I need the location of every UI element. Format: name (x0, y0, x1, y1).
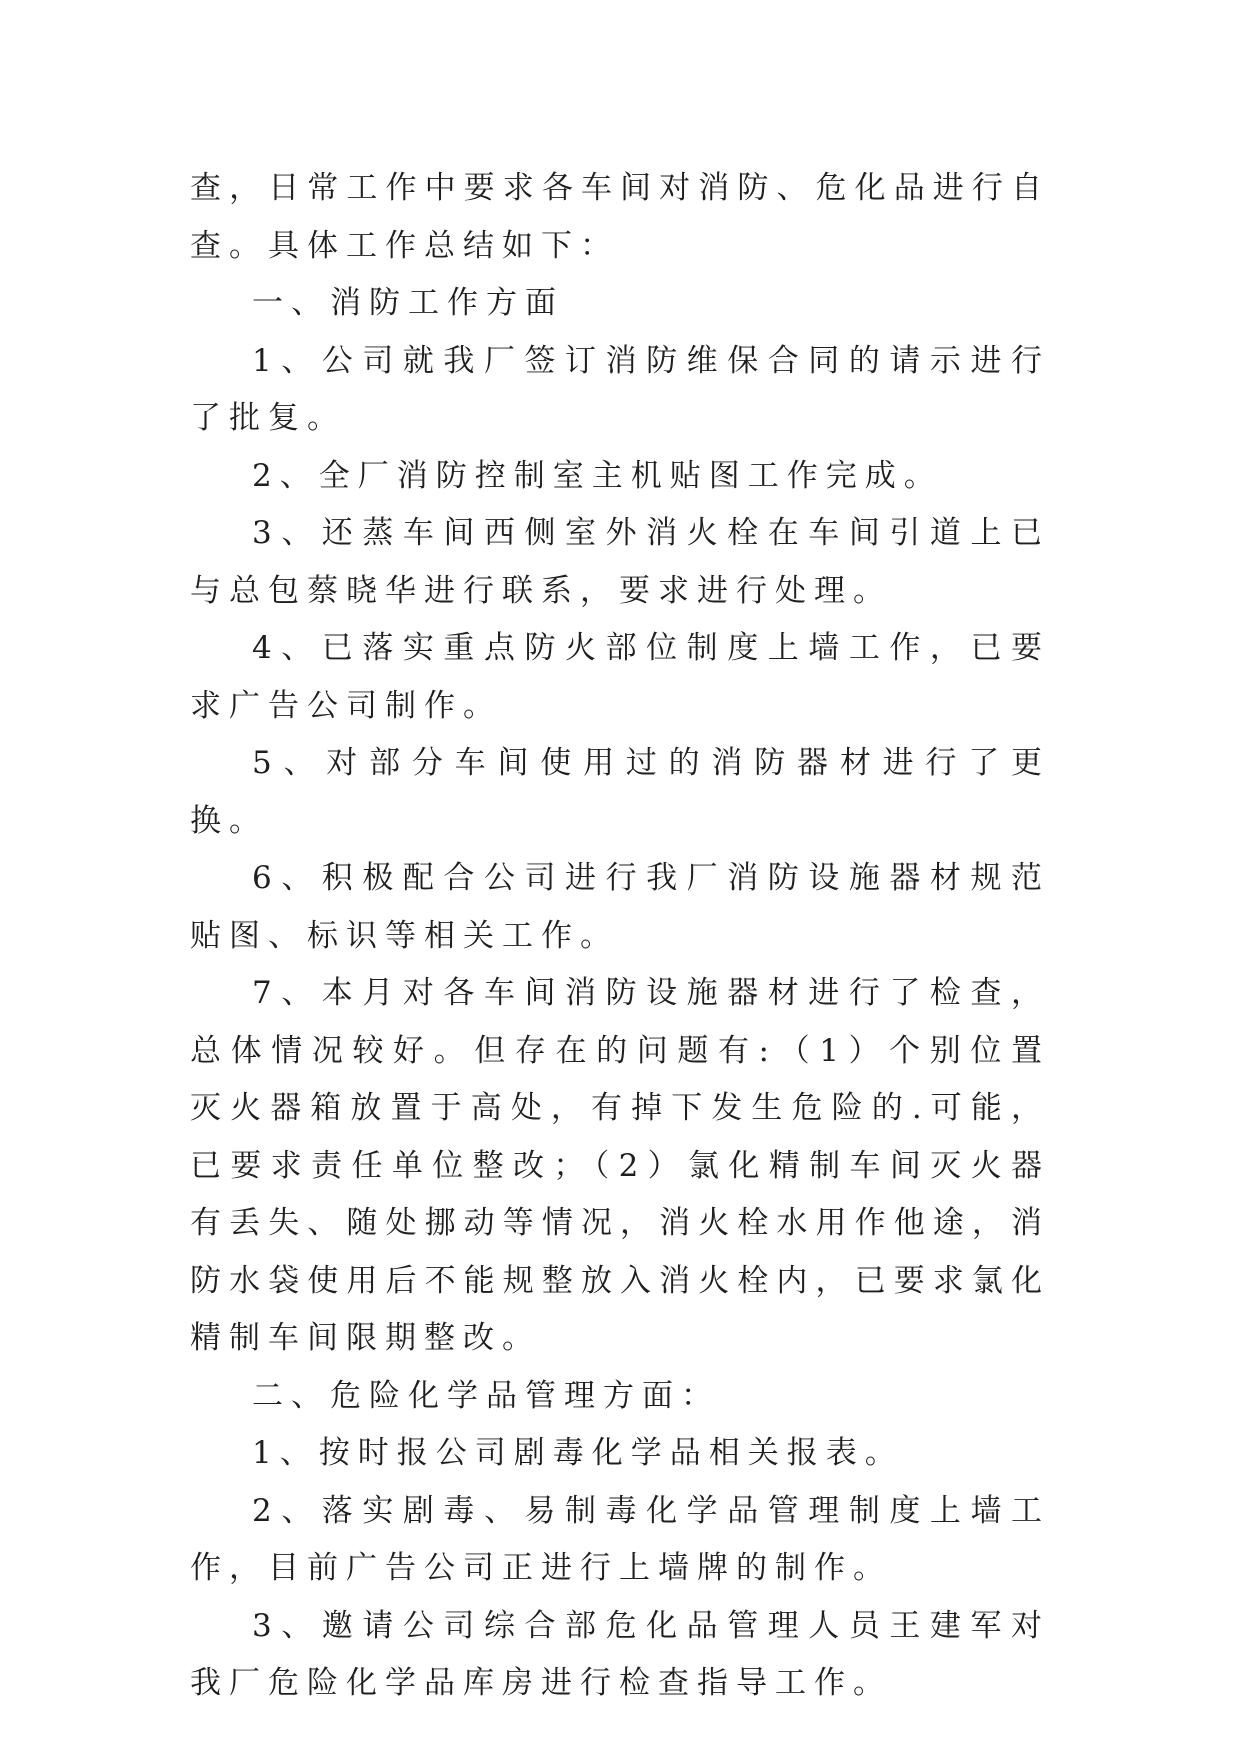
document-body (190, 160, 1050, 1713)
paragraph-continuation: 查，日常工作中要求各车间对消防、危化品进行自查。具体工作总结如下： (190, 170, 1050, 264)
list-item-fire-2: 2、全厂消防控制室主机贴图工作完成。 (252, 457, 943, 494)
list-item-chem-1: 1、按时报公司剧毒化学品相关报表。 (252, 1435, 904, 1471)
list-item-fire-6: 6、积极配合公司进行我厂消防设施器材规范贴图、标识等相关工作。 (190, 860, 1050, 954)
list-item-fire-7: 7、本月对各车间消防设施器材进行了检查，总体情况较好。但存在的问题有:（1）个别位置灭火器箱放置于高处，有掉下发生危险的.可能，已要求责任单位整改；（2）氯化精制车间灭火器有丢失、随处挪动等情况，消火栓水用作他途，消防水袋使用后不能规整放入消火栓内，已要求氯化精制车间限期整改。 (190, 975, 1050, 1356)
section-heading-fire-safety: 一、消防工作方面 (252, 285, 564, 321)
list-item-fire-4: 4、已落实重点防火部位制度上墙工作，已要求广告公司制作。 (190, 630, 1050, 724)
section-heading-hazardous-chemicals: 二、危险化学品管理方面： (252, 1377, 720, 1414)
list-item-fire-1: 1、公司就我厂签订消防维保合同的请示进行了批复。 (190, 342, 1050, 436)
list-item-chem-3: 3、邀请公司综合部危化品管理人员王建军对我厂危险化学品库房进行检查指导工作。 (190, 1607, 1050, 1701)
list-item-chem-2: 2、落实剧毒、易制毒化学品管理制度上墙工作，目前广告公司正进行上墙牌的制作。 (190, 1492, 1050, 1586)
list-item-fire-3: 3、还蒸车间西侧室外消火栓在车间引道上已与总包蔡晓华进行联系，要求进行处理。 (190, 515, 1050, 609)
list-item-fire-5: 5、对部分车间使用过的消防器材进行了更换。 (190, 745, 1050, 839)
